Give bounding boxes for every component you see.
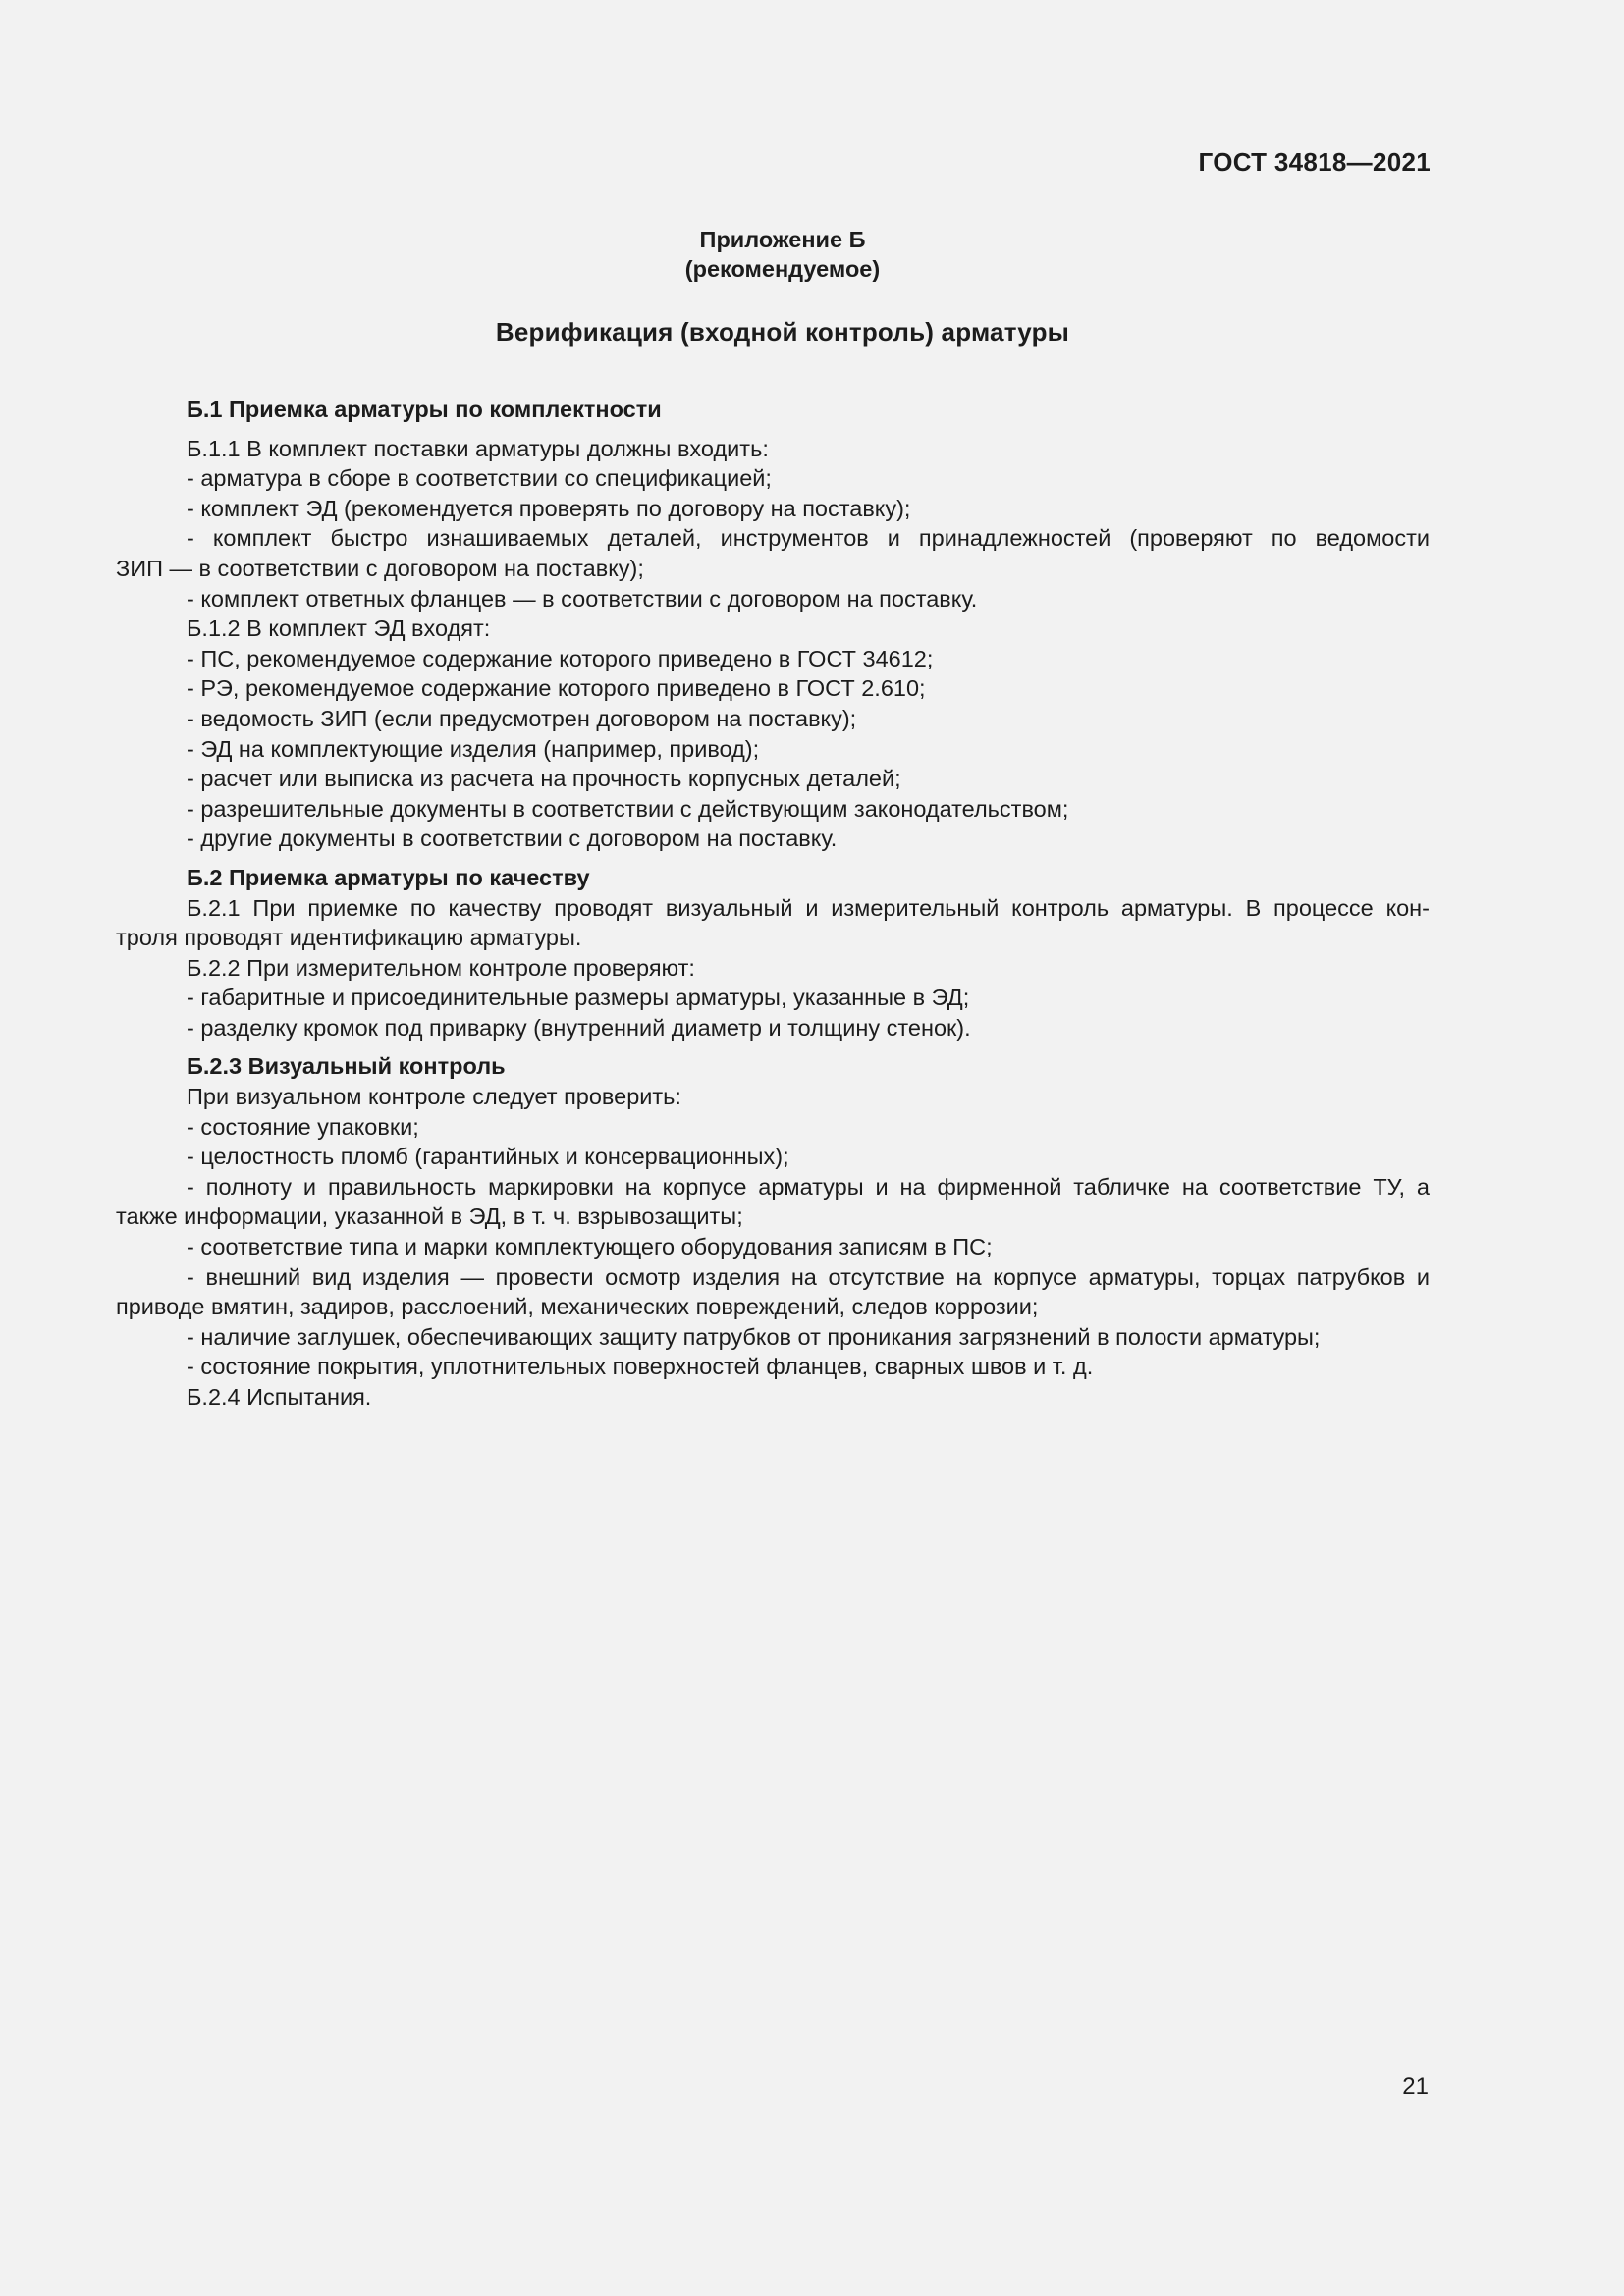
list-item: - габаритные и присоединительные размеры арматуры, указанные в ЭД;: [187, 985, 970, 1011]
appendix-heading: [0, 225, 1565, 284]
list-item: - целостность пломб (гарантийных и консервационных);: [187, 1144, 789, 1170]
paragraph-b224: Б.2.4 Испытания.: [187, 1384, 372, 1410]
list-item-appearance-line2: приводе вмятин, задиров, расслоений, механических повреждений, следов коррозии;: [116, 1294, 1039, 1320]
list-item: - ПС, рекомендуемое содержание которого приведено в ГОСТ 34612;: [187, 645, 934, 671]
list-item-marking-line2: также информации, указанной в ЭД, в т. ч. взрывозащиты;: [116, 1203, 743, 1230]
document-body: [116, 395, 1430, 1413]
appendix-label: Приложение Б: [699, 227, 866, 252]
paragraph-b221-line2: троля проводят идентификацию арматуры.: [116, 925, 582, 951]
list-item: - арматура в сборе в соответствии со спецификацией;: [187, 465, 772, 492]
list-item-zip-line2: ЗИП — в соответствии с договором на поставку);: [116, 555, 644, 581]
paragraph-b222: Б.2.2 При измерительном контроле проверяют:: [187, 954, 695, 981]
list-item-zip: [116, 523, 1430, 583]
list-item: - расчет или выписка из расчета на прочность корпусных деталей;: [187, 766, 901, 792]
paragraph-b112: Б.1.2 В комплект ЭД входят:: [187, 615, 491, 642]
list-item-appearance: [116, 1262, 1430, 1322]
list-item-marking-line1: - полноту и правильность маркировки на корпусе арматуры и на фирменной табличке на соответствие ТУ, а: [187, 1173, 1430, 1200]
paragraph-b111: Б.1.1 В комплект поставки арматуры должны входить:: [187, 435, 769, 461]
list-item-marking: [116, 1172, 1430, 1232]
section-heading-b1: Б.1 Приемка арматуры по комплектности: [187, 397, 662, 422]
list-item: - ведомость ЗИП (если предусмотрен договором на поставку);: [187, 705, 857, 731]
appendix-status: (рекомендуемое): [684, 256, 881, 282]
list-item: - ЭД на комплектующие изделия (например, привод);: [187, 735, 760, 762]
list-item-zip-line1: - комплект быстро изнашиваемых деталей, инструментов и принадлежностей (проверяют по ведомости: [187, 525, 1430, 552]
paragraph-b223: При визуальном контроле следует проверить:: [187, 1084, 681, 1110]
list-item: - разрешительные документы в соответствии с действующим законодательством;: [187, 795, 1069, 822]
list-item: - состояние покрытия, уплотнительных поверхностей фланцев, сварных швов и т. д.: [187, 1354, 1094, 1380]
list-item: - разделку кромок под приварку (внутренний диаметр и толщину стенок).: [187, 1014, 971, 1041]
paragraph-b221-line1: Б.2.1 При приемке по качеству проводят визуальный и измерительный контроль арматуры. В процессе кон-: [187, 894, 1430, 921]
paragraph-b221: [116, 893, 1430, 953]
document-code: ГОСТ 34818—2021: [1198, 147, 1431, 177]
subsection-heading-b223: Б.2.3 Визуальный контроль: [187, 1053, 506, 1080]
page-number: 21: [1402, 2073, 1429, 2100]
list-item-appearance-line1: - внешний вид изделия — провести осмотр изделия на отсутствие на корпусе арматуры, торцах патрубков и: [187, 1263, 1430, 1290]
appendix-title: Верификация (входной контроль) арматуры: [495, 317, 1070, 347]
list-item: - соответствие типа и марки комплектующего оборудования записям в ПС;: [187, 1234, 993, 1260]
list-item: - состояние упаковки;: [187, 1113, 419, 1140]
list-item: - наличие заглушек, обеспечивающих защиту патрубков от проникания загрязнений в полости арматуры;: [187, 1323, 1321, 1350]
list-item: - РЭ, рекомендуемое содержание которого приведено в ГОСТ 2.610;: [187, 675, 926, 702]
list-item: - комплект ЭД (рекомендуется проверять по договору на поставку);: [187, 495, 911, 521]
list-item: - другие документы в соответствии с договором на поставку.: [187, 826, 838, 852]
section-heading-b2: Б.2 Приемка арматуры по качеству: [187, 864, 590, 890]
list-item: - комплект ответных фланцев — в соответствии с договором на поставку.: [187, 585, 978, 612]
